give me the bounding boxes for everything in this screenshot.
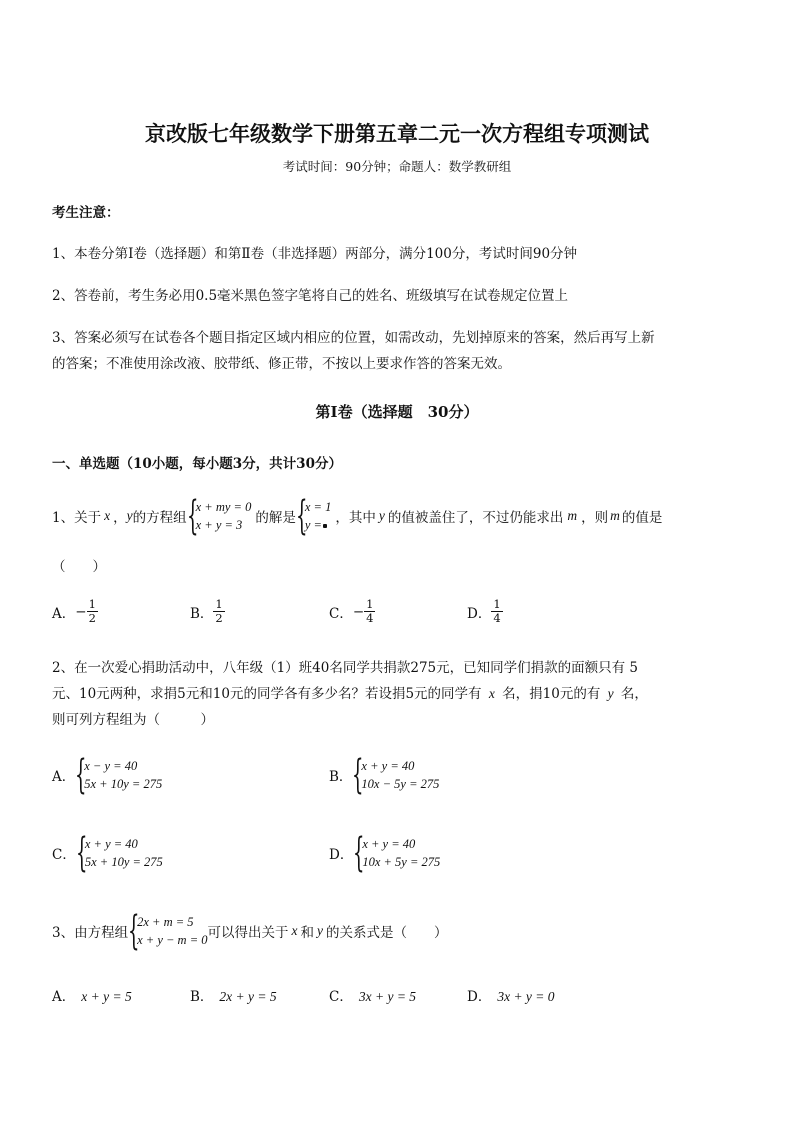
q2-line-1: 2、在一次爱心捐助活动中，八年级（1）班40名同学共捐款275元，已知同学们捐款的面额只有 5	[52, 660, 639, 676]
q1-eq2: x + y = 3	[195, 518, 243, 532]
q2-line-3: 则可列方程组为（ ）	[52, 712, 214, 728]
q1-option-c[interactable]	[329, 598, 375, 625]
numerator: 1	[215, 597, 223, 611]
notice-item-3-line-2: 的答案；不准使用涂改液、胶带纸、修正带，不按以上要求作答的答案无效。	[52, 356, 511, 372]
q1-var-x: x	[104, 508, 111, 523]
fraction	[213, 598, 224, 625]
q1-solution-system	[295, 493, 332, 539]
denominator: 4	[493, 611, 501, 625]
brace-icon: {	[128, 908, 140, 954]
option-label: C．	[52, 847, 76, 863]
equation-2: 5x + 10y = 275	[84, 855, 163, 869]
q3-equation-system	[128, 908, 208, 954]
q2-option-b[interactable]	[329, 752, 440, 798]
q1-mid1: 的方程组	[132, 510, 187, 526]
q2-text-a: 元、10元两种，求捐5元和10元的同学各有多少名？若设捐5元的同学有	[52, 686, 482, 702]
equation-system	[352, 752, 440, 798]
equation-system	[353, 830, 441, 876]
denominator: 2	[88, 611, 96, 625]
option-label: C．	[329, 989, 353, 1005]
option-sign: −	[352, 603, 365, 620]
q3-eq1: 2x + m = 5	[137, 915, 194, 929]
q2-text-c: 名，	[620, 686, 648, 702]
brace-icon: {	[75, 752, 87, 798]
q1-option-d[interactable]	[467, 598, 503, 625]
option-label: A．	[52, 989, 76, 1005]
brace-icon: {	[186, 493, 199, 539]
option-label: B．	[329, 769, 353, 785]
q1-var-m2: m	[610, 508, 620, 523]
q2-option-d[interactable]	[329, 830, 441, 876]
q3-eq2: x + y − m = 0	[137, 933, 208, 947]
q3-and: 和	[300, 925, 315, 941]
equation-system	[75, 830, 163, 876]
q1-sol2: y =	[304, 518, 322, 532]
numerator: 1	[88, 597, 96, 611]
option-label: A．	[52, 769, 76, 785]
q2-option-a[interactable]	[52, 752, 163, 798]
q2-var-x: x	[488, 686, 495, 701]
q1-var-y: y	[126, 508, 133, 523]
numerator: 1	[493, 597, 501, 611]
q2-line-2	[52, 682, 648, 702]
q1-mid5: ，则	[581, 510, 609, 526]
q2-option-c[interactable]	[52, 830, 163, 876]
q1-tail: 的值是	[621, 510, 663, 526]
brace-icon: {	[295, 493, 308, 539]
equation-2: 5x + 10y = 275	[84, 777, 163, 791]
option-expression: 2x + y = 5	[219, 989, 277, 1004]
section-heading: 一、单选题（10小题，每小题3分，共计30分）	[52, 456, 342, 472]
q1-var-y2: y	[378, 508, 385, 523]
q1-prefix: 1、关于	[52, 510, 102, 526]
q1-option-b[interactable]	[190, 598, 225, 625]
q1-mid4: 的值被盖住了，不过仍能求出	[387, 510, 564, 526]
q3-var-y: y	[317, 923, 324, 938]
fraction	[87, 598, 98, 625]
q1-option-a[interactable]	[52, 598, 98, 625]
q1-var-m: m	[567, 508, 578, 523]
option-label: B．	[190, 605, 214, 622]
q3-option-c[interactable]	[329, 985, 416, 1005]
q3-tail: 的关系式是（ ）	[326, 925, 448, 941]
fraction	[491, 598, 502, 625]
q1-sol1: x = 1	[304, 500, 332, 514]
notice-item-3-line-1: 3、答案必须写在试卷各个题目指定区域内相应的位置，如需改动，先划掉原来的答案，然后再写上新	[52, 330, 655, 346]
option-label: D．	[467, 989, 492, 1005]
page-title: 京改版七年级数学下册第五章二元一次方程组专项测试	[145, 121, 649, 146]
denominator: 4	[366, 611, 374, 625]
q3-var-x: x	[291, 923, 298, 938]
brace-icon: {	[353, 830, 365, 876]
q3-option-b[interactable]	[190, 985, 277, 1005]
notice-item-2: 2、答卷前，考生务必用0.5毫米黑色签字笔将自己的姓名、班级填写在试卷规定位置上	[52, 288, 569, 304]
fraction	[364, 598, 375, 625]
numerator: 1	[366, 597, 374, 611]
equation-2: 10x + 5y = 275	[362, 855, 441, 869]
q3-option-a[interactable]	[52, 985, 132, 1005]
q1-answer-paren: （ ）	[52, 559, 106, 575]
notice-item-1: 1、本卷分第Ⅰ卷（选择题）和第Ⅱ卷（非选择题）两部分，满分100分，考试时间90分钟	[52, 246, 578, 262]
option-expression: 3x + y = 5	[358, 989, 417, 1004]
equation-1: x + y = 40	[362, 837, 416, 851]
equation-1: x + y = 40	[84, 837, 138, 851]
option-label: D．	[329, 847, 354, 863]
equation-system	[75, 752, 163, 798]
equation-1: x + y = 40	[361, 759, 415, 773]
denominator: 2	[215, 611, 223, 625]
notice-heading: 考生注意：	[52, 205, 120, 221]
exam-info: 考试时间：90分钟；命题人：数学教研组	[282, 159, 512, 174]
q3-option-d[interactable]	[467, 985, 555, 1005]
option-label: D．	[467, 605, 492, 622]
q1-eq1: x + my = 0	[195, 500, 252, 514]
option-expression: 3x + y = 0	[497, 989, 555, 1004]
q2-text-b: 名，捐10元的有	[502, 686, 601, 702]
q1-mid2: 的解是	[255, 510, 296, 526]
q3-prefix: 3、由方程组	[52, 925, 129, 941]
brace-icon: {	[352, 752, 364, 798]
q3-mid: 可以得出关于	[207, 925, 289, 941]
question-3-stem	[52, 908, 448, 954]
option-label: A．	[52, 605, 76, 622]
option-expression: x + y = 5	[81, 989, 132, 1004]
equation-1: x − y = 40	[84, 759, 138, 773]
q1-mid3: ，其中	[335, 510, 376, 526]
option-label: C．	[329, 605, 353, 622]
question-1-stem	[52, 493, 663, 539]
q2-var-y: y	[607, 686, 614, 701]
brace-icon: {	[75, 830, 88, 876]
option-sign: −	[75, 603, 87, 620]
covered-value-icon	[323, 524, 327, 528]
equation-2: 10x − 5y = 275	[361, 777, 440, 791]
part-heading: 第Ⅰ卷（选择题 30分）	[315, 403, 479, 421]
option-label: B．	[190, 989, 214, 1005]
q1-equation-system	[186, 493, 252, 539]
q1-comma: ，	[113, 510, 127, 526]
